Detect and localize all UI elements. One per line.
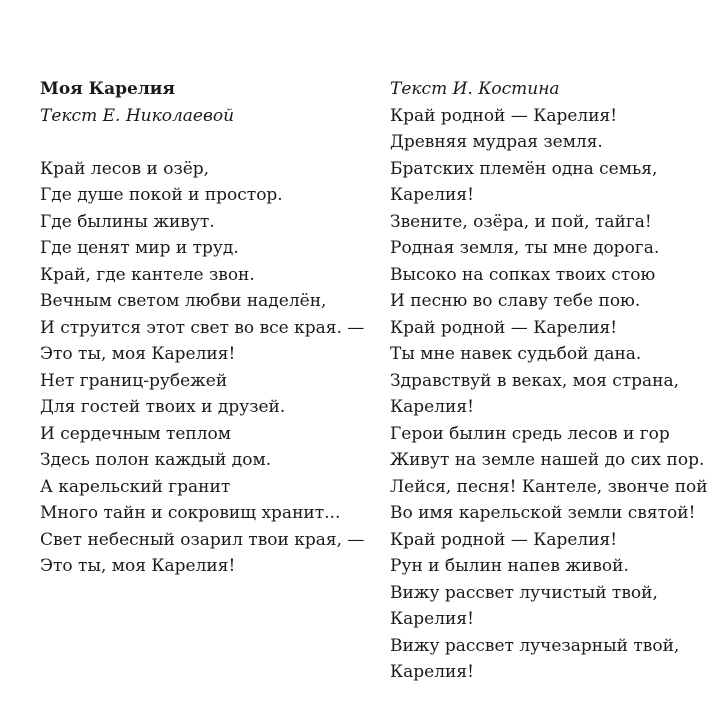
verse-line: Край родной — Карелия!: [390, 317, 618, 338]
verse-line: Звените, озёра, и пой, тайга!: [390, 211, 652, 232]
verse-line: Это ты, моя Карелия!: [40, 344, 236, 364]
verse-line: Рун и былин напев живой.: [390, 556, 629, 576]
verse-line: Ты мне навек судьбой дана.: [390, 344, 642, 364]
left-column: [40, 76, 370, 580]
verse-line: Где душе покой и простор.: [40, 185, 283, 205]
verse-line: И сердечным теплом: [40, 423, 232, 444]
right-verse: [390, 103, 710, 686]
verse-line: Вижу рассвет лучезарный твой,: [390, 635, 680, 656]
verse-line: Это ты, моя Карелия!: [40, 556, 236, 576]
right-author-credit: Текст И. Костина: [390, 79, 560, 99]
verse-line: И струится этот свет во все края. —: [40, 317, 365, 338]
verse-line: Здесь полон каждый дом.: [40, 450, 272, 470]
verse-line: Братских племён одна семья,: [390, 158, 658, 179]
verse-line: Родная земля, ты мне дорога.: [390, 238, 660, 258]
verse-line: Во имя карельской земли святой!: [390, 503, 696, 523]
verse-line: Много тайн и сокровищ хранит...: [40, 503, 341, 523]
verse-line: Где ценят мир и труд.: [40, 238, 239, 258]
verse-line: Край родной — Карелия!: [390, 529, 618, 550]
verse-line: Герои былин средь лесов и гор: [390, 423, 670, 444]
verse-line: Свет небесный озарил твои края, —: [40, 529, 365, 550]
verse-line: А карельский гранит: [40, 476, 231, 497]
verse-line: Вечным светом любви наделён,: [40, 291, 327, 311]
verse-line: Карелия!: [390, 662, 474, 682]
stanza-spacer: [40, 129, 370, 156]
verse-line: Карелия!: [390, 185, 474, 205]
verse-line: Край, где кантеле звон.: [40, 264, 255, 285]
verse-line: Для гостей твоих и друзей.: [40, 397, 286, 417]
right-column: [390, 76, 710, 686]
poem-title: Моя Карелия: [40, 79, 175, 99]
verse-line: И песню во славу тебе пою.: [390, 291, 641, 311]
left-verse: [40, 156, 370, 580]
verse-line: Край лесов и озёр,: [40, 158, 210, 179]
verse-line: Карелия!: [390, 397, 474, 417]
verse-line: Здравствуй в веках, моя страна,: [390, 370, 680, 391]
verse-line: Нет границ-рубежей: [40, 370, 228, 391]
verse-line: Где былины живут.: [40, 211, 215, 232]
left-author-credit: Текст Е. Николаевой: [40, 105, 235, 126]
verse-line: Лейся, песня! Кантеле, звонче пой: [390, 476, 708, 497]
verse-line: Карелия!: [390, 609, 474, 629]
verse-line: Край родной — Карелия!: [390, 105, 618, 126]
verse-line: Вижу рассвет лучистый твой,: [390, 582, 658, 603]
verse-line: Древняя мудрая земля.: [390, 132, 603, 152]
verse-line: Живут на земле нашей до сих пор.: [390, 450, 705, 470]
verse-line: Высоко на сопках твоих стою: [390, 264, 656, 285]
